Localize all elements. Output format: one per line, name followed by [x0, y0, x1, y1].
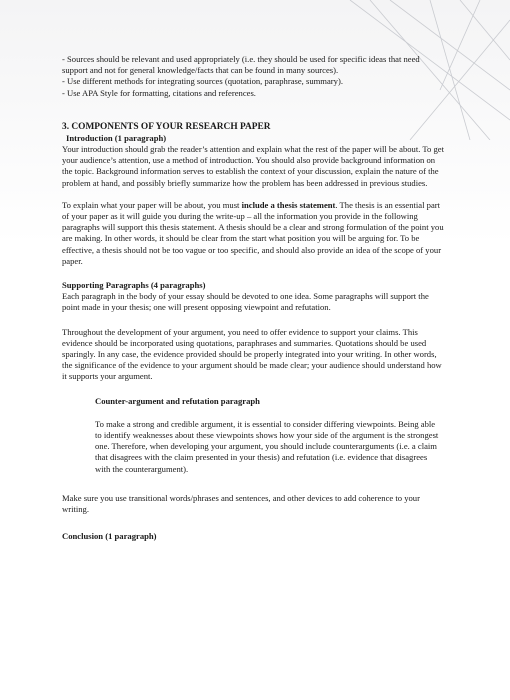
document-body — [62, 54, 447, 543]
list-item: - Use different methods for integrating sources (quotation, paraphrase, summary). — [62, 76, 343, 87]
counter-argument-paragraph: To make a strong and credible argument, it is essential to consider differing viewpoints. Being able to identify weaknesses about these viewpoints shows how your side of the argument is the strongest one. Therefore, when developing your argument, you should include counterarguments (i.e. a claim that disagrees with the claim presented in your thesis) and refutation (i.e. evidence that disagrees with the counterargument). — [95, 418, 439, 474]
source-guidelines-list — [62, 54, 447, 99]
introduction-paragraph-1: Your introduction should grab the reader’s attention and explain what the rest of the paper will be about. To get your audience’s attention, use a method of introduction. You should also provide background information on the topic. Background information serves to establish the context of your discussion, explain the nature of the problem at hand, and possibly briefly summarize how the problem has been addressed in previous studies. — [62, 144, 444, 188]
list-item: - Sources should be relevant and used appropriately (i.e. they should be used for specific ideas that need support and not for general knowledge/facts that can be found in many sources). — [62, 54, 420, 76]
transition-paragraph: Make sure you use transitional words/phrases and sentences, and other devices to add coherence to your writing. — [62, 492, 420, 515]
conclusion-heading: Conclusion (1 paragraph) — [62, 531, 157, 542]
counter-argument-block — [95, 396, 440, 475]
counter-argument-heading: Counter-argument and refutation paragraph — [95, 395, 260, 406]
section-title: 3. COMPONENTS OF YOUR RESEARCH PAPER — [62, 121, 271, 132]
list-item: - Use APA Style for formatting, citations and references. — [62, 87, 256, 98]
thesis-emphasis: include a thesis statement — [241, 199, 336, 210]
introduction-heading: Introduction (1 paragraph) — [66, 132, 167, 143]
supporting-paragraph-1: Each paragraph in the body of your essay should be devoted to one idea. Some paragraphs will support the point made in your thesis; one will present opposing viewpoint and refutation. — [62, 291, 429, 313]
introduction-paragraph-2: To explain what your paper will be about, you must include a thesis statement. The thesis is an essential part of your paper as it will guide you during the write-up – all the information you provide in the following paragraphs will support this thesis statement. A thesis should be a clear and strong formulation of the point you are making. In other words, it should be clear from the start what position you will be arguing for. To be effective, a thesis should not be too vague or too specific, and should also provide an idea of the scope of your paper. — [62, 199, 444, 266]
supporting-paragraph-2: Throughout the development of your argument, you need to offer evidence to support your claims. This evidence should be incorporated using quotations, paraphrases and summaries. Quotations should be used sparingly. In any case, the evidence provided should be properly integrated into your writing. In other words, the significance of the evidence to your argument should be made clear; your audience should understand how it supports your argument. — [62, 326, 442, 382]
supporting-paragraphs-heading: Supporting Paragraphs (4 paragraphs) — [62, 280, 206, 291]
